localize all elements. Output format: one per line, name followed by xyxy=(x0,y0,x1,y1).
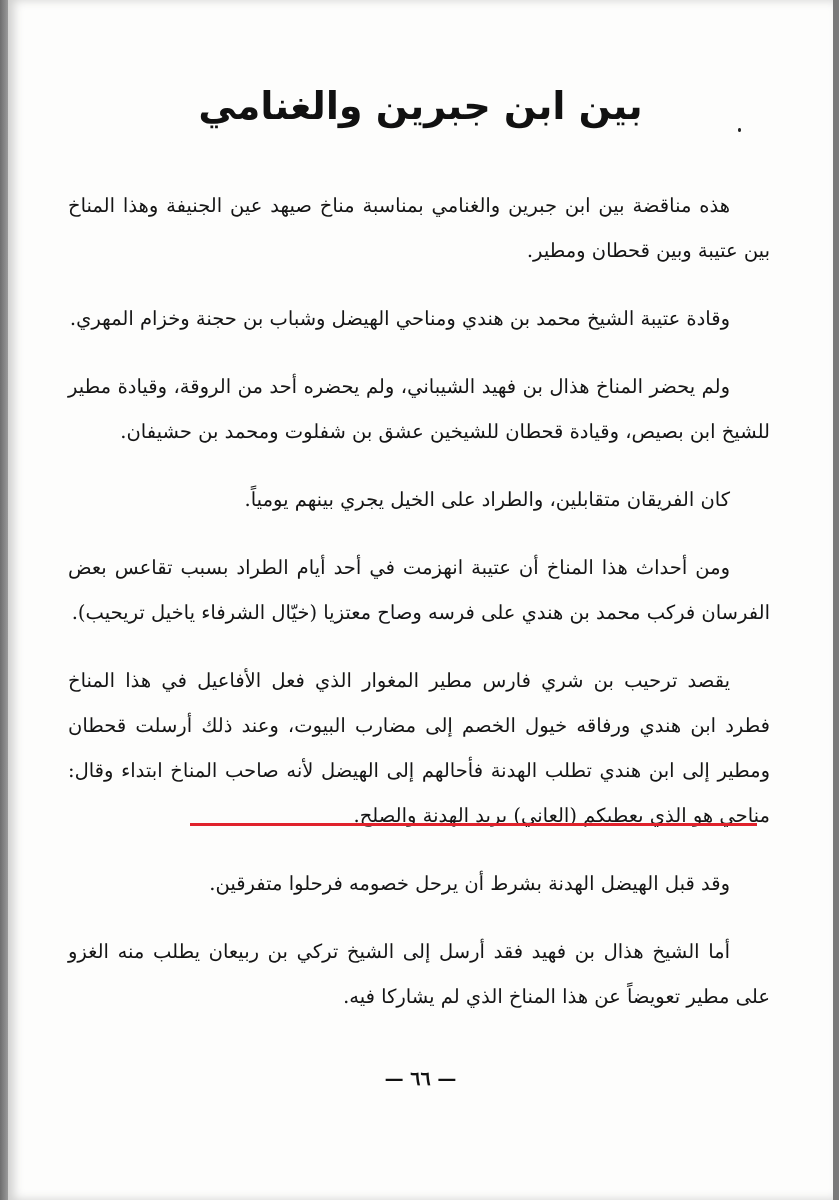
page-title: بين ابن جبرين والغنامي xyxy=(198,84,643,128)
scan-edge-right xyxy=(833,0,839,1200)
scan-edge-left xyxy=(0,0,8,1200)
red-highlight-underline xyxy=(190,823,757,826)
paragraph-1: هذه مناقضة بين ابن جبرين والغنامي بمناسبة مناخ صيهد عين الجنيفة وهذا المناخ بين عتيبة وبين قحطان ومطير. xyxy=(68,194,770,262)
page-number: — ٦٦ — xyxy=(384,1068,457,1090)
paragraph-6: يقصد ترحيب بن شري فارس مطير المغوار الذي فعل الأفاعيل في هذا المناخ فطرد ابن هندي ورفاقه خيول الخصم إلى مضارب البيوت، وعند ذلك أرسلت قحطان ومطير إلى ابن هندي تطلب الهدنة فأحالهم إلى الهيضل لأنه صاحب المناخ ابتداء وقال: مناحي هو الذي يعطيكم (العاني) يريد الهدنة والصلح. xyxy=(68,669,770,827)
page-body xyxy=(68,183,770,1042)
paragraph-7: وقد قبل الهيضل الهدنة بشرط أن يرحل خصومه فرحلوا متفرقين. xyxy=(209,872,730,895)
paragraph-8: أما الشيخ هذال بن فهيد فقد أرسل إلى الشيخ تركي بن ربيعان يطلب منه الغزو على مطير تعويضاً عن هذا المناخ الذي لم يشاركا فيه. xyxy=(68,940,770,1008)
paragraph-3: ولم يحضر المناخ هذال بن فهيد الشيباني، ولم يحضره أحد من الروقة، وقيادة مطير للشيخ ابن بصيص، وقيادة قحطان للشيخين عشق بن شفلوت ومحمد بن حشيفان. xyxy=(68,375,770,443)
paragraph-5: ومن أحداث هذا المناخ أن عتيبة انهزمت في أحد أيام الطراد بسبب تقاعس بعض الفرسان فركب محمد بن هندي على فرسه وصاح معتزيا (خيّال الشرفاء ياخيل تريحيب). xyxy=(68,556,770,624)
paragraph-2: وقادة عتيبة الشيخ محمد بن هندي ومناحي الهيضل وشباب بن حجنة وخزام المهري. xyxy=(69,307,730,330)
ink-speck xyxy=(738,128,741,132)
book-page xyxy=(8,0,833,1200)
paragraph-4: كان الفريقان متقابلين، والطراد على الخيل يجري بينهم يومياً. xyxy=(244,488,730,511)
